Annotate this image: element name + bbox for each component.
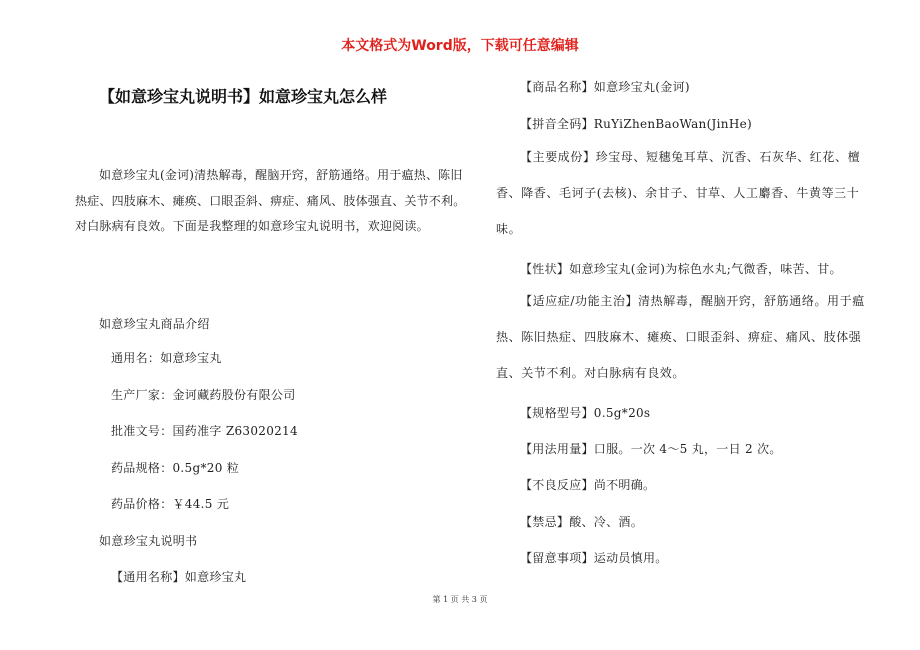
dosage-line: 【用法用量】口服。一次 4～5 丸，一日 2 次。 [520,442,782,456]
page-footer: 第 1 页 共 3 页 [432,595,488,604]
manual-heading: 如意珍宝丸说明书 [99,534,198,548]
page-title: 【如意珍宝丸说明书】如意珍宝丸怎么样 [99,87,388,106]
intro-heading: 如意珍宝丸商品介绍 [99,317,210,331]
ingredients-text: 【主要成份】珍宝母、短穗兔耳草、沉香、石灰华、红花、檀香、降香、毛诃子(去核)、余甘子、甘草、人工麝香、牛黄等三十味。 [496,150,861,236]
product-name-line: 【商品名称】如意珍宝丸(金诃) [520,80,690,94]
intro-text: 如意珍宝丸(金诃)清热解毒，醒脑开窍，舒筋通络。用于瘟热、陈旧热症、四肢麻木、瘫痪、口眼歪斜、痹症、痛风、肢体强直、关节不利。对白脉病有良效。下面是我整理的如意珍宝丸说明书，欢迎阅读。 [75,168,466,233]
properties-line: 【性状】如意珍宝丸(金诃)为棕色水丸;气微香，味苦、甘。 [520,262,842,276]
indications-paragraph [496,283,868,391]
spec-line: 药品规格：0.5g*20 粒 [111,461,240,475]
intro-paragraph [75,163,470,240]
taboo-line: 【禁忌】酸、冷、酒。 [520,515,644,529]
model-line: 【规格型号】0.5g*20s [520,406,651,420]
adverse-line: 【不良反应】尚不明确。 [520,478,656,492]
manual-generic-line: 【通用名称】如意珍宝丸 [111,570,247,584]
indications-text: 【适应症/功能主治】清热解毒，醒脑开窍，舒筋通络。用于瘟热、陈旧热症、四肢麻木、瘫痪、口眼歪斜、痹症、痛风、肢体强直、关节不利。对白脉病有良效。 [496,294,865,380]
generic-name-line: 通用名：如意珍宝丸 [111,351,222,365]
price-line: 药品价格：￥44.5 元 [111,497,230,511]
ingredients-paragraph [496,139,868,247]
format-banner: 本文格式为Word版，下载可任意编辑 [341,38,579,54]
manufacturer-line: 生产厂家：金诃藏药股份有限公司 [111,388,296,402]
pinyin-line: 【拼音全码】RuYiZhenBaoWan(JinHe) [520,117,752,131]
notes-line: 【留意事项】运动员慎用。 [520,551,668,565]
approval-line: 批准文号：国药准字 Z63020214 [111,424,298,438]
